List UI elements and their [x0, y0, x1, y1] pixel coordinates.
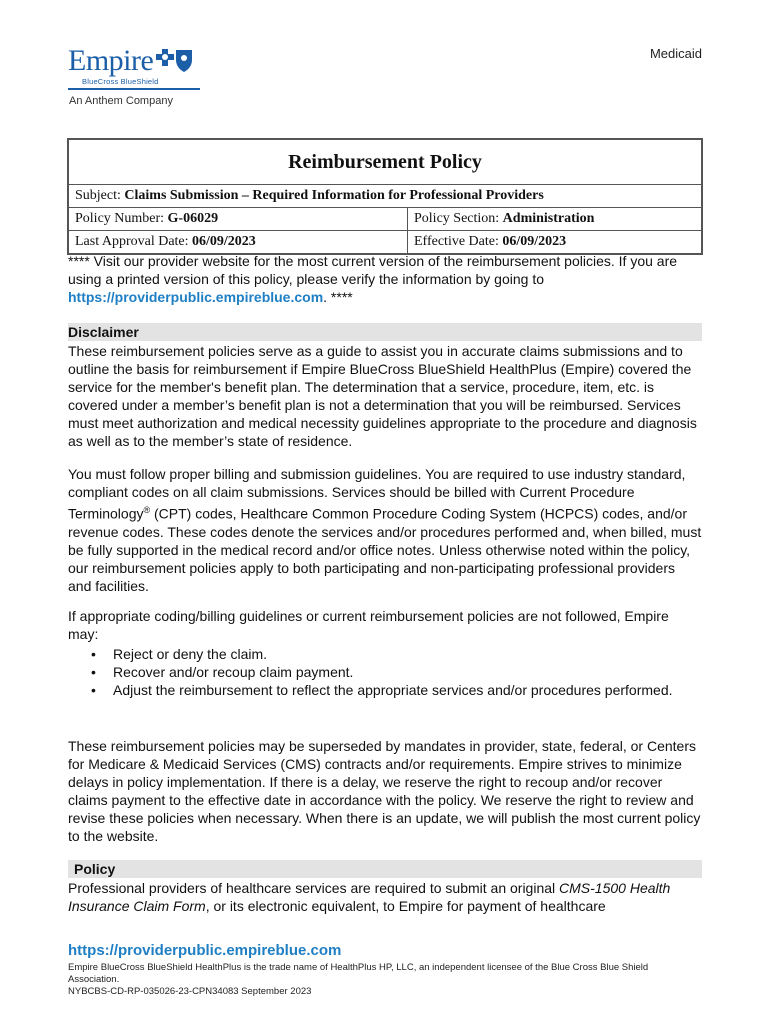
policy-paragraph: Professional providers of healthcare services are required to submit an original CMS-1500 Health Insurance Claim Form, or its electronic equivalent, to Empire for payment of healthcare — [68, 880, 671, 914]
policy-section-cell: Policy Section: Administration — [414, 211, 595, 226]
logo-divider — [68, 88, 200, 90]
approval-date-value: 06/09/2023 — [192, 234, 256, 249]
disclaimer-bullet-list — [88, 645, 700, 699]
disclaimer-paragraph-3: If appropriate coding/billing guidelines or current reimbursement policies are not followed, Empire may: — [68, 608, 669, 642]
subject-value: Claims Submission – Required Information for Professional Providers — [124, 188, 544, 203]
logo-company: An Anthem Company — [69, 95, 173, 107]
disclaimer-heading: Disclaimer — [68, 323, 702, 341]
policy-title: Reimbursement Policy — [288, 150, 482, 173]
footer-trademark: Empire BlueCross BlueShield HealthPlus is the trade name of HealthPlus HP, LLC, an independent licensee of the Blue Cross Blue Shield Association. — [68, 962, 649, 985]
list-item: • Reject or deny the claim. — [88, 645, 700, 663]
disclaimer-paragraph-4: These reimbursement policies may be superseded by mandates in provider, state, federal, or Centers for Medicare & Medicaid Services (CMS) contracts and/or requirements. Empire strives to minimize delays in policy implementation. If there is a delay, we reserve the right to recoup and/or recover claims payment to the effective date in accordance with the policy. We reserve the right to review and revise these policies when necessary. When there is an update, we will publish the most current policy to the website. — [68, 738, 701, 844]
disclaimer-paragraph-1: These reimbursement policies serve as a guide to assist you in accurate claims submissions and to outline the basis for reimbursement if Empire BlueCross BlueShield HealthPlus (Empire) covered the service for the member's benefit plan. The determination that a service, procedure, item, etc. is covered under a member’s benefit plan is not a determination that you will be reimbursed. Services must meet authorization and medical necessity guidelines appropriate to the procedure and diagnosis as well as to the member’s state of residence. — [68, 343, 697, 449]
effective-date-value: 06/09/2023 — [502, 234, 567, 249]
footer-document-code: NYBCBS-CD-RP-035026-23-CPN34083 September 2023 — [68, 986, 312, 997]
policy-number-value: G-06029 — [167, 211, 219, 226]
subject-cell: Subject: Claims Submission – Required Information for Professional Providers — [75, 188, 544, 203]
empire-logo — [68, 44, 218, 114]
policy-heading: Policy — [68, 860, 702, 878]
effective-date-cell: Effective Date: 06/09/2023 — [414, 234, 567, 249]
provider-website-link[interactable]: https://providerpublic.empireblue.com — [68, 289, 324, 305]
program-label: Medicaid — [649, 46, 702, 61]
policy-number-row — [69, 207, 701, 230]
dates-row — [69, 230, 701, 253]
list-item: • Recover and/or recoup claim payment. — [88, 663, 700, 681]
footer-website-link[interactable]: https://providerpublic.empireblue.com — [68, 942, 342, 959]
policy-number-cell: Policy Number: G-06029 — [69, 208, 408, 230]
policy-section-value: Administration — [502, 211, 595, 226]
website-notice: **** Visit our provider website for the most current version of the reimbursement policies. If you are using a printed version of this policy, please verify the information by going to https://providerpublic.empireblue.com. **** — [68, 253, 678, 305]
approval-date-cell: Last Approval Date: 06/09/2023 — [69, 231, 408, 253]
logo-subtitle: BlueCross BlueShield — [82, 77, 159, 86]
list-item: • Adjust the reimbursement to reflect the appropriate services and/or procedures performed. — [88, 681, 700, 699]
disclaimer-paragraph-2: You must follow proper billing and submission guidelines. You are required to use industry standard, compliant codes on all claim submissions. Services should be billed with Current Procedure Terminology® (CPT) codes, Healthcare Common Procedure Coding System (HCPCS) codes, and/or revenue codes. These codes denote the services and/or procedures performed and, when billed, must be fully supported in the medical record and/or office notes. Unless otherwise noted within the policy, our reimbursement policies apply to both participating and non-participating professional providers and facilities. — [68, 466, 702, 594]
logo-wordmark: Empire — [68, 44, 154, 77]
subject-row — [69, 184, 701, 207]
blue-cross-blue-shield-icon — [154, 48, 194, 74]
policy-info-table — [67, 138, 703, 255]
